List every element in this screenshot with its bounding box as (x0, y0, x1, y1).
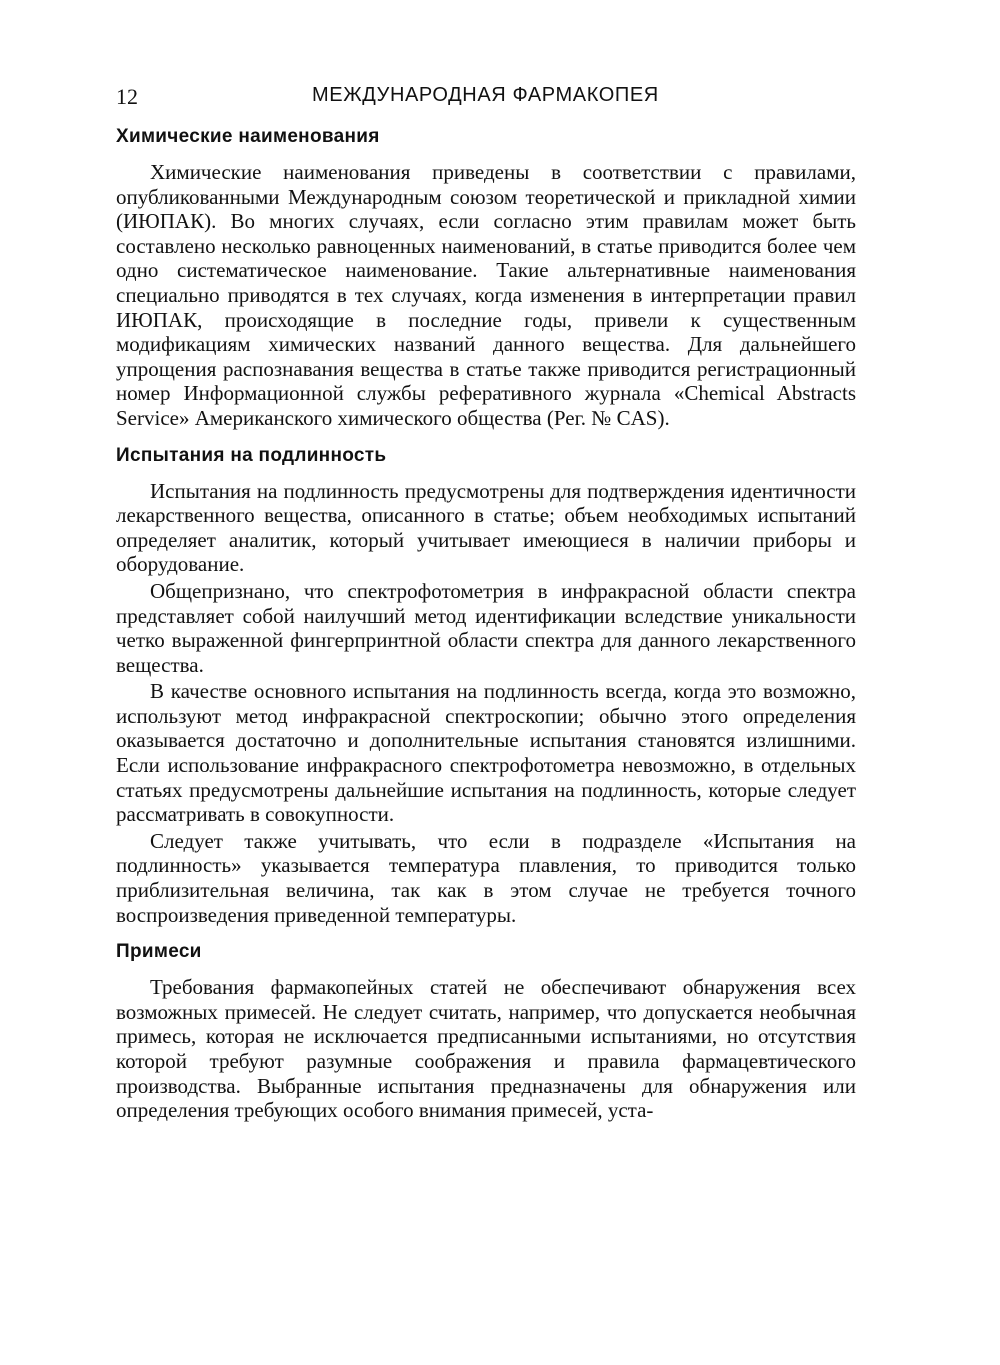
paragraph: Требования фармакопейных статей не обеспечивают обнаружения всех возможных примесей. Не следует считать, например, что допускается необычная примесь, которая не исключается предписанными испытаниями, но отсутствия которой требуют разумные соображения и правила фармацевтического производства. Выбранные испытания предназначены для обнаружения или определения требующих особого внимания примесей, уста- (116, 975, 856, 1123)
section-identity-tests (116, 445, 856, 928)
book-page (116, 78, 856, 1137)
paragraph: Химические наименования приведены в соответствии с правилами, опубликованными Международным союзом теоретической и прикладной химии (ИЮПАК). Во многих случаях, если согласно этим правилам может быть составлено несколько равноценных наименований, в статье приводится более чем одно систематическое наименование. Такие альтернативные наименования специально приводятся в тех случаях, когда изменения в интерпретации правил ИЮПАК, происходящие в последние годы, привели к существенным модификациям химических названий данного вещества. Для дальнейшего упрощения распознавания вещества в статье также приводится регистрационный номер Информационной службы реферативного журнала «Chemical Abstracts Service» Американского химического общества (Рег. № CAS). (116, 160, 856, 430)
paragraph: Следует также учитывать, что если в подразделе «Испытания на подлинность» указывается температура плавления, то приводится только приблизительная величина, так как в этом случае не требуется точного воспроизведения приведенной температуры. (116, 828, 856, 927)
page-number: 12 (116, 84, 138, 109)
section-heading: Примеси (116, 941, 202, 963)
paragraph: Испытания на подлинность предусмотрены для подтверждения идентичности лекарственного вещества, описанного в статье; объем необходимых испытаний определяет аналитик, который учитывает имеющиеся в наличии приборы и оборудование. (116, 478, 856, 577)
paragraph: В качестве основного испытания на подлинность всегда, когда это возможно, используют метод инфракрасной спектроскопии; обычно этого определения оказывается достаточно и дополнительные испытания становятся излишними. Если использование инфракрасного спектрофотометра невозможно, в отдельных статьях предусмотрены дальнейшие испытания на подлинность, которые следует рассматривать в совокупности. (116, 679, 856, 827)
section-heading: Испытания на подлинность (116, 444, 387, 466)
section-impurities (116, 941, 856, 1123)
paragraph: Общепризнано, что спектрофотометрия в инфракрасной области спектра представляет собой наилучший метод идентификации вследствие уникальности четко выраженной фингерпринтной области спектра для данного лекарственного вещества. (116, 578, 856, 677)
running-head (116, 78, 856, 112)
running-title: МЕЖДУНАРОДНАЯ ФАРМАКОПЕЯ (312, 84, 659, 106)
section-heading: Химические наименования (116, 126, 380, 147)
section-chemical-names (116, 126, 856, 431)
